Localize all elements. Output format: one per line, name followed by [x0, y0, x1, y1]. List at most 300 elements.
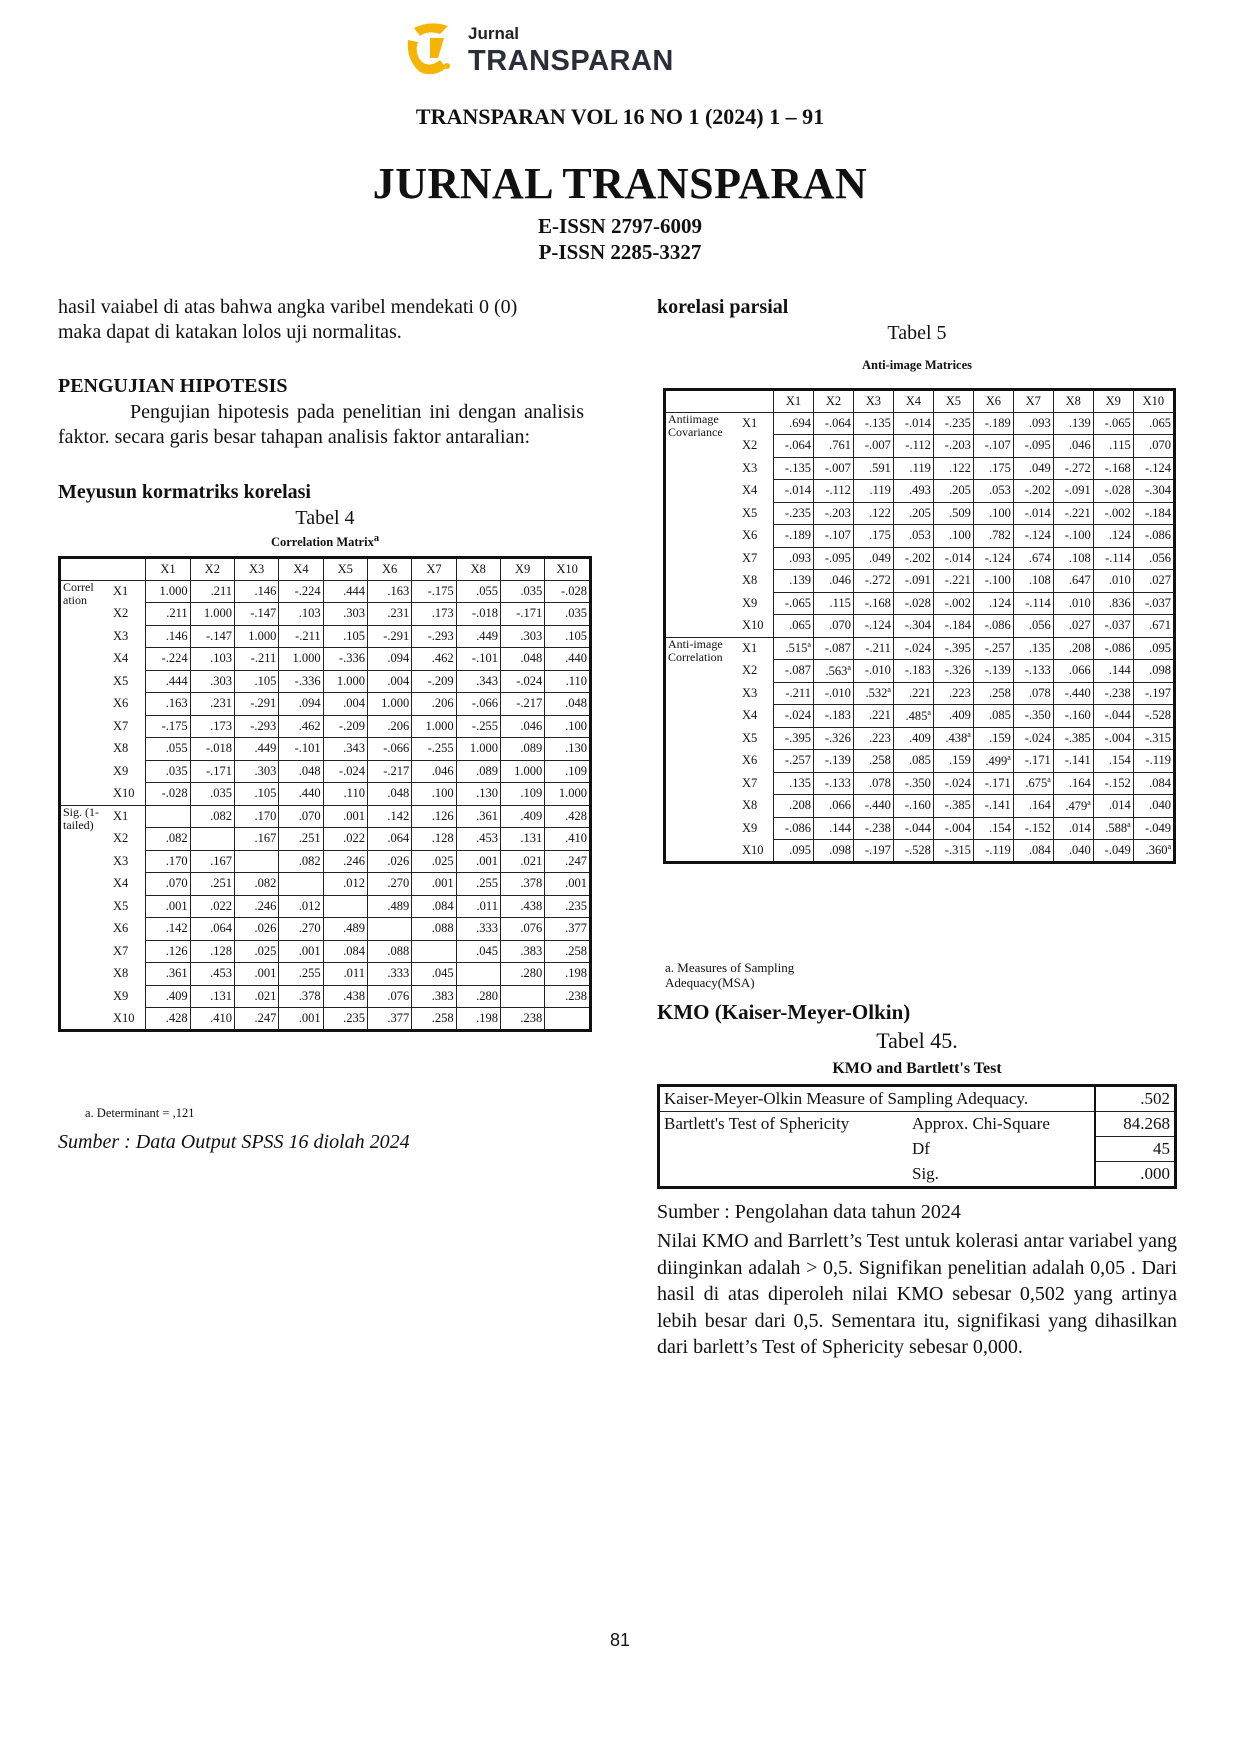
corr-cell: .128	[190, 940, 234, 963]
anti-cell: -.133	[1013, 660, 1053, 683]
corr-row	[60, 940, 591, 963]
anti-col-header: X8	[1053, 390, 1093, 413]
corr-cell	[234, 850, 278, 873]
anti-cell: -.037	[1093, 615, 1133, 638]
corr-col-header: X4	[279, 558, 323, 581]
corr-cell: .462	[279, 715, 323, 738]
anti-cell: .675$^a$	[1013, 772, 1053, 795]
corr-cell: .035	[500, 580, 544, 603]
corr-cell	[412, 940, 456, 963]
corr-cell: 1.000	[367, 693, 411, 716]
corr-cell: -.018	[456, 603, 500, 626]
corr-row	[60, 805, 591, 828]
anti-cell: -.044	[893, 817, 933, 840]
corr-row	[60, 850, 591, 873]
anti-cell: .159	[933, 750, 973, 773]
corr-cell: .012	[279, 895, 323, 918]
corr-row	[60, 963, 591, 986]
corr-cell: .303	[234, 760, 278, 783]
corr-cell: .170	[146, 850, 190, 873]
corr-cell: .128	[412, 828, 456, 851]
anti-cell: .084	[1133, 772, 1174, 795]
anti-cell: -.440	[1053, 682, 1093, 705]
anti-row-label: X4	[740, 480, 774, 503]
anti-row-label: X6	[740, 750, 774, 773]
corr-cell: .088	[367, 940, 411, 963]
corr-cell: .126	[146, 940, 190, 963]
corr-row-label: X2	[111, 828, 146, 851]
corr-cell: 1.000	[146, 580, 190, 603]
journal-logo	[400, 18, 680, 80]
corr-cell: .105	[545, 625, 591, 648]
corr-cell: -.066	[367, 738, 411, 761]
corr-cell: .026	[234, 918, 278, 941]
corr-cell: .130	[545, 738, 591, 761]
anti-cell: .108	[1013, 570, 1053, 593]
anti-cell: -.272	[1053, 457, 1093, 480]
anti-cell: -.049	[1093, 840, 1133, 863]
anti-cell: .135	[774, 772, 814, 795]
anti-cell: .479$^a$	[1053, 795, 1093, 818]
corr-cell: -.175	[412, 580, 456, 603]
anti-row	[665, 615, 1175, 638]
anti-cell: -.064	[774, 435, 814, 458]
corr-cell: .094	[279, 693, 323, 716]
anti-cell: -.014	[1013, 502, 1053, 525]
anti-cell: .205	[893, 502, 933, 525]
corr-cell: .070	[279, 805, 323, 828]
corr-cell	[456, 963, 500, 986]
msa-marker: a	[847, 662, 851, 672]
anti-cell: .208	[1053, 637, 1093, 660]
anti-row-label: X8	[740, 570, 774, 593]
corr-cell: .082	[279, 850, 323, 873]
corr-cell: 1.000	[456, 738, 500, 761]
anti-col-header: X5	[933, 390, 973, 413]
corr-row-label: X7	[111, 715, 146, 738]
corr-row	[60, 1008, 591, 1031]
anti-row	[665, 412, 1175, 435]
pissn: P-ISSN 2285-3327	[538, 240, 702, 264]
anti-row	[665, 660, 1175, 683]
anti-row-label: X1	[740, 637, 774, 660]
corr-row	[60, 693, 591, 716]
anti-cell: .144	[813, 817, 853, 840]
anti-cell: .493	[893, 480, 933, 503]
corr-cell	[367, 918, 411, 941]
corr-cell	[500, 985, 544, 1008]
anti-cell: -.007	[853, 435, 893, 458]
anti-cell: .049	[853, 547, 893, 570]
anti-image-footnote	[665, 960, 794, 990]
anti-cell: -.315	[933, 840, 973, 863]
corr-cell: .084	[323, 940, 367, 963]
anti-cell: .671	[1133, 615, 1174, 638]
corr-corner-cell	[60, 558, 146, 581]
anti-row	[665, 480, 1175, 503]
logo-emblem-icon	[400, 18, 462, 80]
anti-cell: -.124	[853, 615, 893, 638]
corr-cell: .378	[279, 985, 323, 1008]
corr-cell: .438	[500, 895, 544, 918]
msa-marker: a	[807, 640, 811, 650]
corr-cell: -.336	[279, 670, 323, 693]
corr-cell: -.028	[545, 580, 591, 603]
msa-footnote-line-2: Adequacy(MSA)	[665, 975, 755, 990]
anti-cell: -.095	[1013, 435, 1053, 458]
corr-cell: .198	[545, 963, 591, 986]
anti-cell: -.114	[1093, 547, 1133, 570]
anti-cell: .124	[1093, 525, 1133, 548]
corr-cell: -.224	[279, 580, 323, 603]
anti-cell: -.183	[893, 660, 933, 683]
anti-cell: .040	[1133, 795, 1174, 818]
msa-footnote-line-1: a. Measures of Sampling	[665, 960, 795, 975]
corr-cell: -.217	[500, 693, 544, 716]
anti-cell: .360$^a$	[1133, 840, 1174, 863]
anti-cell: .139	[774, 570, 814, 593]
anti-cell: .782	[973, 525, 1013, 548]
corr-cell: .255	[279, 963, 323, 986]
corr-cell: .048	[545, 693, 591, 716]
anti-cell: .066	[1053, 660, 1093, 683]
corr-cell: .206	[367, 715, 411, 738]
anti-cell: .078	[1013, 682, 1053, 705]
corr-cell: .409	[500, 805, 544, 828]
anti-cell: -.152	[1093, 772, 1133, 795]
corr-cell: .026	[367, 850, 411, 873]
corr-cell: .131	[500, 828, 544, 851]
corr-cell: .428	[545, 805, 591, 828]
anti-cell: -.160	[893, 795, 933, 818]
kmo-row-sig	[659, 1162, 1176, 1188]
anti-cell: .154	[973, 817, 1013, 840]
kmo-heading: KMO (Kaiser-Meyer-Olkin)	[657, 1000, 911, 1024]
anti-cell: -.184	[933, 615, 973, 638]
corr-cell: .449	[234, 738, 278, 761]
anti-group-label: Antiimage Covariance	[665, 412, 741, 637]
anti-cell: .040	[1053, 840, 1093, 863]
anti-cell: -.168	[853, 592, 893, 615]
corr-cell: .001	[279, 1008, 323, 1031]
corr-cell: .001	[279, 940, 323, 963]
corr-cell: .361	[456, 805, 500, 828]
corr-row-label: X3	[111, 850, 146, 873]
corr-cell: .105	[323, 625, 367, 648]
anti-cell: -.124	[1013, 525, 1053, 548]
anti-cell: -.197	[853, 840, 893, 863]
corr-row-label: X2	[111, 603, 146, 626]
anti-col-header: X9	[1093, 390, 1133, 413]
anti-row	[665, 727, 1175, 750]
corr-cell: .110	[323, 783, 367, 806]
corr-cell: .410	[190, 1008, 234, 1031]
anti-cell: -.171	[1013, 750, 1053, 773]
anti-col-header: X2	[813, 390, 853, 413]
corr-row-label: X1	[111, 805, 146, 828]
anti-cell: .124	[973, 592, 1013, 615]
anti-cell: -.087	[774, 660, 814, 683]
table45-label: Tabel 45.	[876, 1028, 958, 1053]
anti-cell: -.124	[973, 547, 1013, 570]
corr-cell: .383	[412, 985, 456, 1008]
corr-cell: .048	[500, 648, 544, 671]
anti-cell: -.024	[933, 772, 973, 795]
anti-cell: -.064	[813, 412, 853, 435]
anti-cell: .485$^a$	[893, 705, 933, 728]
corr-cell: .089	[456, 760, 500, 783]
anti-cell: -.087	[813, 637, 853, 660]
partial-correlation-heading: korelasi parsial	[657, 296, 789, 318]
anti-cell: -.028	[893, 592, 933, 615]
anti-cell: -.086	[973, 615, 1013, 638]
anti-cell: -.124	[1133, 457, 1174, 480]
corr-cell: .489	[323, 918, 367, 941]
anti-cell: -.119	[973, 840, 1013, 863]
table5-label: Tabel 5	[887, 322, 947, 344]
correlation-matrix-title	[58, 533, 592, 550]
anti-row-label: X8	[740, 795, 774, 818]
corr-cell: .173	[412, 603, 456, 626]
corr-cell: .105	[234, 670, 278, 693]
anti-cell: .115	[1093, 435, 1133, 458]
anti-cell: -.315	[1133, 727, 1174, 750]
intro-line-2: maka dapat di katakan lolos uji normalitas.	[58, 321, 402, 343]
anti-cell: -.203	[933, 435, 973, 458]
anti-cell: -.211	[774, 682, 814, 705]
corr-cell: -.171	[190, 760, 234, 783]
corr-row	[60, 760, 591, 783]
msa-marker: a	[1127, 820, 1131, 830]
anti-row-label: X5	[740, 502, 774, 525]
chi-square-value: 84.268	[1095, 1112, 1176, 1137]
corr-row-label: X9	[111, 985, 146, 1008]
anti-cell: -.091	[893, 570, 933, 593]
anti-cell: .014	[1093, 795, 1133, 818]
anti-cell: -.112	[813, 480, 853, 503]
anti-image-table	[663, 388, 1176, 864]
corr-row	[60, 895, 591, 918]
anti-row	[665, 525, 1175, 548]
corr-cell: -.293	[412, 625, 456, 648]
msa-marker: a	[1167, 842, 1171, 852]
msa-marker: a	[967, 730, 971, 740]
anti-row	[665, 570, 1175, 593]
anti-cell: -.528	[893, 840, 933, 863]
anti-cell: -.202	[1013, 480, 1053, 503]
corr-cell: .343	[456, 670, 500, 693]
anti-cell: -.440	[853, 795, 893, 818]
corr-row-label: X7	[111, 940, 146, 963]
anti-cell: .085	[973, 705, 1013, 728]
anti-cell: .056	[1013, 615, 1053, 638]
intro-paragraph	[58, 295, 588, 345]
corr-cell: .251	[279, 828, 323, 851]
anti-cell: .010	[1053, 592, 1093, 615]
anti-cell: .258	[853, 750, 893, 773]
corr-row	[60, 738, 591, 761]
corr-cell: .198	[456, 1008, 500, 1031]
corr-cell: .333	[367, 963, 411, 986]
corr-cell	[323, 895, 367, 918]
bartlett-label: Bartlett's Test of Sphericity	[664, 1114, 850, 1133]
corr-cell: .084	[412, 895, 456, 918]
corr-cell: .088	[412, 918, 456, 941]
corr-cell: .235	[545, 895, 591, 918]
anti-row-label: X6	[740, 525, 774, 548]
anti-col-header: X10	[1133, 390, 1174, 413]
msa-marker: a	[1007, 752, 1011, 762]
df-value: 45	[1095, 1137, 1176, 1162]
hypothesis-paragraph: Pengujian hipotesis pada penelitian ini dengan analisis faktor. secara garis besar tahapan analisis faktor antaralian:	[58, 401, 584, 448]
anti-cell: -.135	[774, 457, 814, 480]
eissn: E-ISSN 2797-6009	[538, 214, 702, 238]
corr-cell: .211	[146, 603, 190, 626]
corr-cell: .025	[234, 940, 278, 963]
corr-row-label: X5	[111, 895, 146, 918]
anti-cell: -.168	[1093, 457, 1133, 480]
corr-row	[60, 603, 591, 626]
corr-cell	[545, 1008, 591, 1031]
anti-row-label: X7	[740, 547, 774, 570]
anti-row-label: X10	[740, 615, 774, 638]
corr-cell: .064	[190, 918, 234, 941]
anti-row	[665, 682, 1175, 705]
anti-cell: .070	[1133, 435, 1174, 458]
corr-cell: .001	[545, 873, 591, 896]
anti-cell: .065	[1133, 412, 1174, 435]
corr-cell: .142	[146, 918, 190, 941]
anti-cell: .027	[1133, 570, 1174, 593]
corr-cell: -.175	[146, 715, 190, 738]
anti-cell: .674	[1013, 547, 1053, 570]
corr-cell: 1.000	[412, 715, 456, 738]
corr-cell: .001	[323, 805, 367, 828]
corr-row	[60, 625, 591, 648]
anti-cell: -.119	[1133, 750, 1174, 773]
corr-cell: .045	[456, 940, 500, 963]
anti-cell: -.086	[774, 817, 814, 840]
anti-cell: -.139	[973, 660, 1013, 683]
subheading-matrix: Meyusun kormatriks korelasi	[58, 481, 311, 503]
corr-cell: .438	[323, 985, 367, 1008]
corr-cell: -.211	[279, 625, 323, 648]
anti-row-label: X10	[740, 840, 774, 863]
anti-cell: -.395	[774, 727, 814, 750]
corr-cell: .004	[367, 670, 411, 693]
anti-cell: -.100	[1053, 525, 1093, 548]
anti-cell: -.028	[1093, 480, 1133, 503]
table4-label: Tabel 4	[295, 507, 355, 529]
corr-cell: .303	[500, 625, 544, 648]
corr-row-label: X4	[111, 873, 146, 896]
anti-cell: .098	[813, 840, 853, 863]
corr-cell: .440	[279, 783, 323, 806]
anti-cell: .591	[853, 457, 893, 480]
corr-cell: .167	[234, 828, 278, 851]
anti-cell: -.114	[1013, 592, 1053, 615]
anti-cell: .115	[813, 592, 853, 615]
corr-cell: .246	[323, 850, 367, 873]
corr-col-header: X7	[412, 558, 456, 581]
anti-row	[665, 772, 1175, 795]
corr-cell: .076	[500, 918, 544, 941]
anti-cell: .258	[973, 682, 1013, 705]
corr-cell: -.255	[412, 738, 456, 761]
corr-col-header: X9	[500, 558, 544, 581]
corr-cell: .126	[412, 805, 456, 828]
corr-cell: .247	[234, 1008, 278, 1031]
corr-cell: -.291	[234, 693, 278, 716]
anti-cell: -.107	[973, 435, 1013, 458]
corr-cell: .146	[146, 625, 190, 648]
corr-cell: .035	[545, 603, 591, 626]
anti-cell: -.065	[774, 592, 814, 615]
corr-header-row	[60, 558, 591, 581]
chi-square-label: Approx. Chi-Square	[912, 1114, 1050, 1134]
corr-cell: .270	[279, 918, 323, 941]
corr-col-header: X2	[190, 558, 234, 581]
corr-cell: 1.000	[279, 648, 323, 671]
anti-cell: .100	[933, 525, 973, 548]
section-heading: PENGUJIAN HIPOTESIS	[58, 375, 288, 397]
corr-group-label: Correl ation	[60, 580, 112, 805]
anti-image-title: Anti-image Matrices	[861, 358, 973, 372]
anti-cell: .164	[1013, 795, 1053, 818]
corr-cell: .001	[456, 850, 500, 873]
corr-cell: .255	[456, 873, 500, 896]
corr-row-label: X4	[111, 648, 146, 671]
corr-row	[60, 580, 591, 603]
corr-row-label: X10	[111, 1008, 146, 1031]
corr-cell: .251	[190, 873, 234, 896]
anti-cell: .175	[973, 457, 1013, 480]
anti-cell: .098	[1133, 660, 1174, 683]
corr-cell: 1.000	[323, 670, 367, 693]
corr-cell: -.018	[190, 738, 234, 761]
anti-cell: -.221	[1053, 502, 1093, 525]
corr-row	[60, 648, 591, 671]
right-source: Sumber : Pengolahan data tahun 2024	[657, 1201, 961, 1223]
anti-cell: .588$^a$	[1093, 817, 1133, 840]
corr-cell: .021	[500, 850, 544, 873]
anti-cell: .122	[933, 457, 973, 480]
anti-cell: -.257	[973, 637, 1013, 660]
corr-cell: .303	[323, 603, 367, 626]
corr-cell: .100	[545, 715, 591, 738]
corr-row-label: X10	[111, 783, 146, 806]
anti-cell: -.024	[1013, 727, 1053, 750]
corr-cell: .082	[234, 873, 278, 896]
anti-cell: .499$^a$	[973, 750, 1013, 773]
anti-row-label: X7	[740, 772, 774, 795]
kmo-bartlett-table	[657, 1084, 1177, 1189]
corr-row	[60, 670, 591, 693]
anti-cell: -.184	[1133, 502, 1174, 525]
journal-title: JURNAL TRANSPARAN	[372, 159, 868, 208]
anti-cell: -.010	[853, 660, 893, 683]
anti-cell: .438$^a$	[933, 727, 973, 750]
anti-cell: -.350	[893, 772, 933, 795]
anti-cell: .010	[1093, 570, 1133, 593]
corr-cell: .103	[190, 648, 234, 671]
anti-cell: -.024	[893, 637, 933, 660]
corr-cell: -.147	[190, 625, 234, 648]
anti-row-label: X9	[740, 592, 774, 615]
left-source: Sumber : Data Output SPSS 16 diolah 2024	[58, 1131, 410, 1153]
page-number: 81	[609, 1630, 631, 1650]
msa-marker: a	[1087, 797, 1091, 807]
